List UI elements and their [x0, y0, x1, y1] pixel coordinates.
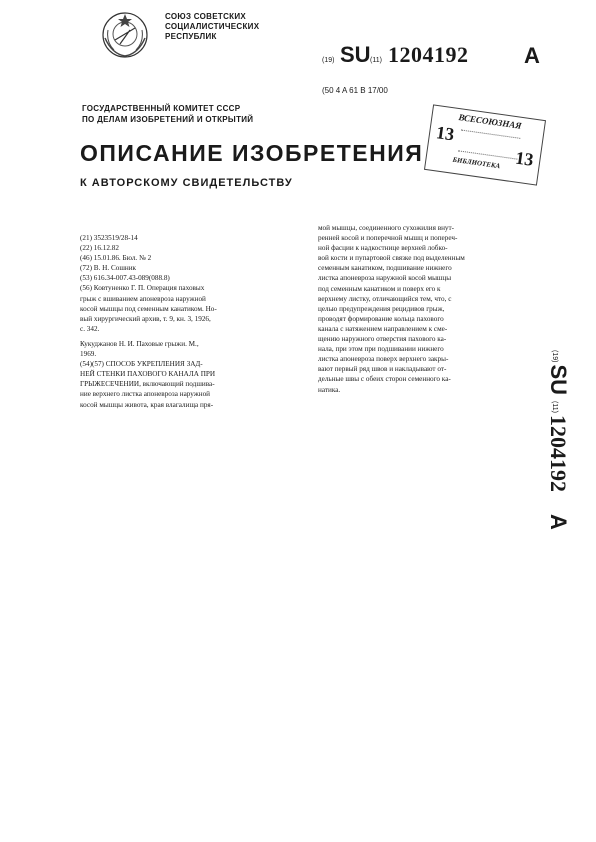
biblio-line: (46) 15.01.86. Бюл. № 2	[80, 254, 152, 263]
claim-line: ренней косой и поперечной мышц и попереч-	[318, 234, 458, 243]
side-number: 1204192	[546, 414, 571, 492]
claim-line: щению наружного отверстия пахового ка-	[318, 335, 447, 344]
claim-line: ной фасции к надкостнице верхней лобко-	[318, 244, 448, 253]
inid-code-11: (11)	[370, 57, 382, 64]
biblio-line: (21) 3523519/28-14	[80, 234, 138, 242]
claim-line: проводят формирование кольца пахового	[318, 314, 444, 323]
biblio-line: вый хирургический архив, т. 9, кн. 3, 1926,	[80, 314, 211, 323]
claim-line: семенным канатиком, подшивание нижнего	[318, 264, 452, 273]
biblio-line: ГРЫЖЕСЕЧЕНИИ, включающий подшива-	[80, 380, 215, 389]
stamp-number: 13	[434, 122, 456, 145]
stamp-text-bottom: БИБЛИОТЕКА	[452, 155, 501, 171]
claim-line: целью предупреждения рецидивов грыж,	[318, 304, 445, 313]
patent-agency	[82, 103, 253, 125]
kind-code: A	[524, 43, 540, 68]
stamp-number: 13	[514, 147, 535, 170]
biblio-line: (22) 16.12.82	[80, 244, 119, 253]
inid-code-19: (19)	[322, 57, 335, 64]
biblio-line: НЕЙ СТЕНКИ ПАХОВОГО КАНАЛА ПРИ	[80, 370, 216, 379]
library-stamp	[424, 104, 546, 185]
side-country-code: SU	[546, 364, 571, 396]
claim-line: листка апоневроза поверх верхнего закры-	[318, 355, 449, 364]
biblio-line: косой мышцы под семенным канатиком. Но-	[80, 304, 217, 313]
stamp-text-top: ВСЕСОЮЗНАЯ	[457, 112, 523, 131]
claim-column	[318, 223, 543, 395]
biblio-line: грыж с вшиванием апоневроза наружной	[80, 294, 206, 303]
biblio-line: Кукуджанов Н. И. Паховые грыжи. М.,	[80, 339, 199, 348]
patent-number: 1204192	[388, 42, 469, 67]
biblio-line: косой мышцы живота, края влагалища пря-	[80, 400, 214, 409]
document-subtitle: К АВТОРСКОМУ СВИДЕТЕЛЬСТВУ	[80, 177, 293, 189]
country-code: SU	[340, 42, 371, 67]
org-line: РЕСПУБЛИК	[165, 32, 217, 41]
biblio-line: ние верхнего листка апоневроза наружной	[80, 390, 211, 399]
claim-line: канала с натяжением направлением к сме-	[318, 324, 448, 333]
side-kind-code: A	[546, 513, 571, 530]
biblio-line: (53) 616.34-007.43-089(088.8)	[80, 274, 170, 283]
claim-line: мой мышцы, соединенного сухожилия внут-	[318, 224, 455, 232]
ussr-emblem	[100, 10, 150, 60]
biblio-line: (72) В. Н. Сошник	[80, 264, 137, 273]
claim-line: верхнему листку, отличающийся тем, что, с	[318, 294, 452, 303]
org-line: СОЮЗ СОВЕТСКИХ	[165, 12, 247, 21]
side-patent-number	[545, 350, 575, 650]
biblio-line: (56) Ковтуненко Г. П. Операция паховых	[80, 284, 205, 293]
ipc-classification: (50 4 A 61 B 17/00	[322, 86, 388, 95]
biblio-line: с. 342.	[80, 324, 100, 333]
claim-line: вой кости и пупартовой связке под выделенным	[318, 254, 465, 263]
side-inid-code-11: (11)	[551, 401, 558, 413]
stamp-lines	[458, 129, 520, 159]
issuing-country	[165, 12, 259, 42]
claim-line: натика.	[318, 385, 341, 394]
bibliographic-column	[80, 233, 293, 410]
claim-line: вают первый ряд швов и накладывают от-	[318, 365, 447, 374]
biblio-line: (54)(57) СПОСОБ УКРЕПЛЕНИЯ ЗАД-	[80, 360, 203, 369]
agency-line: ПО ДЕЛАМ ИЗОБРЕТЕНИЙ И ОТКРЫТИЙ	[82, 115, 254, 124]
claim-line: под семенным канатиком и поверх его к	[318, 284, 441, 293]
document-title: ОПИСАНИЕ ИЗОБРЕТЕНИЯ	[80, 140, 424, 166]
agency-line: ГОСУДАРСТВЕННЫЙ КОМИТЕТ СССР	[82, 104, 241, 113]
claim-line: дельные швы с обеих сторон семенного ка-	[318, 375, 451, 384]
org-line: СОЦИАЛИСТИЧЕСКИХ	[165, 22, 260, 31]
claim-line: листка апоневроза наружной косой мышцы	[318, 274, 452, 283]
claim-line: нала, при этом при подшивании нижнего	[318, 345, 444, 354]
side-inid-code-19: (19)	[551, 350, 558, 363]
biblio-line: 1969.	[80, 350, 97, 359]
